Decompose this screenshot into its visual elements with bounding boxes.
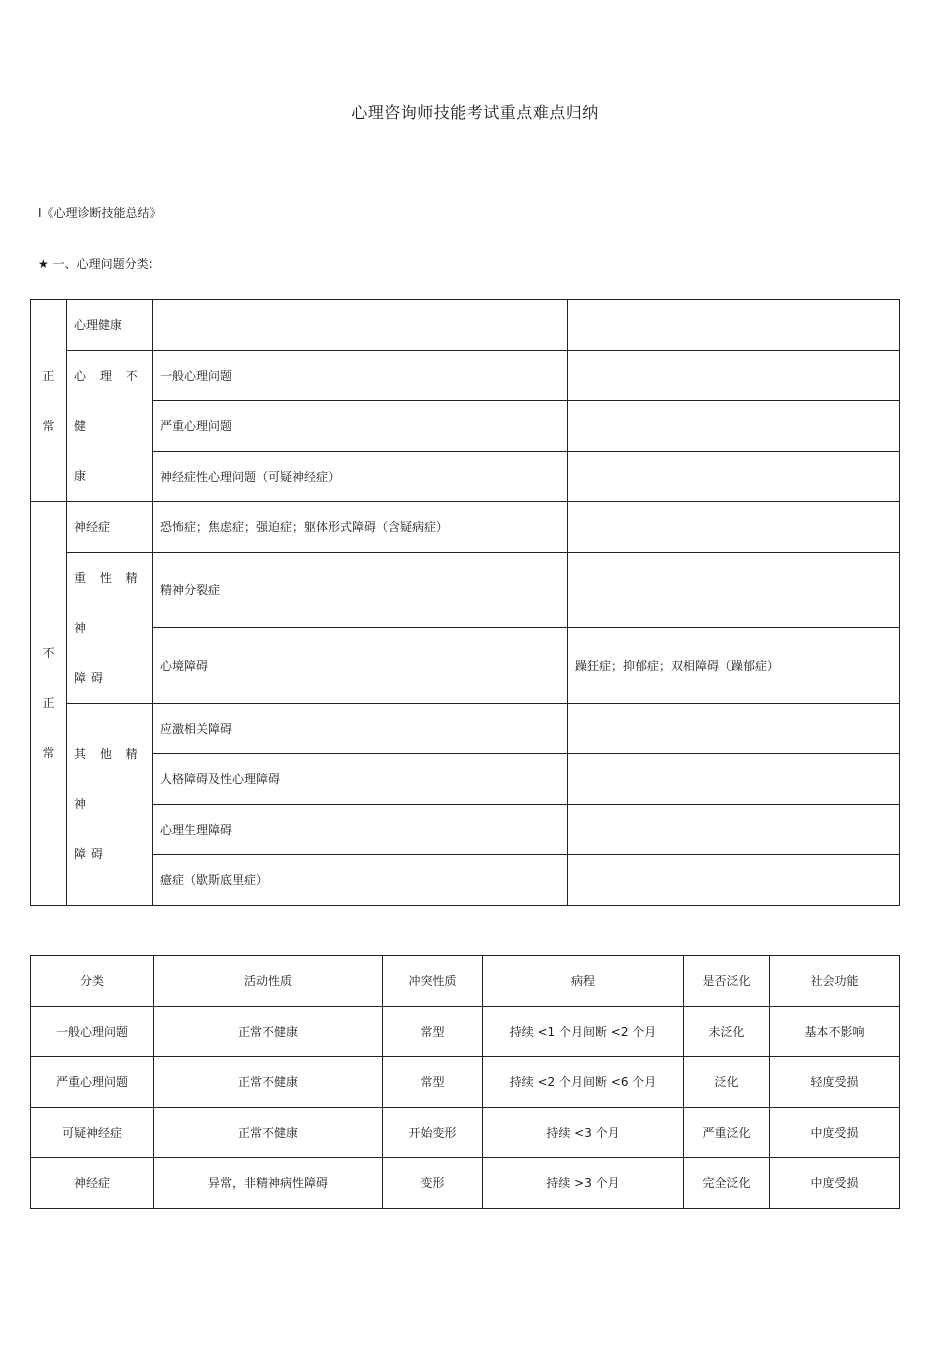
psychophysio-cell: 心理生理障碍 <box>153 804 568 855</box>
table-row <box>31 1107 900 1158</box>
neurosis-cell: 神经症 <box>67 502 153 553</box>
table-cell: 正常不健康 <box>154 1006 383 1057</box>
empty-cell <box>568 350 900 401</box>
table-cell: 一般心理问题 <box>31 1006 154 1057</box>
hysteria-cell: 癔症（歇斯底里症） <box>153 855 568 906</box>
table-cell: 严重泛化 <box>684 1107 770 1158</box>
abnormal-group-cell <box>31 502 67 906</box>
serious-problem-cell: 严重心理问题 <box>153 401 568 452</box>
stress-cell: 应激相关障碍 <box>153 703 568 754</box>
section-heading-classification: ★ 一、心理问题分类: <box>38 257 153 271</box>
general-problem-cell: 一般心理问题 <box>153 350 568 401</box>
section-heading-diagnosis: Ⅰ《心理诊断技能总结》 <box>38 206 162 220</box>
table-row <box>31 1006 900 1057</box>
neurotic-problem-cell: 神经症性心理问题（可疑神经症） <box>153 451 568 502</box>
group-char: 常 <box>42 418 55 433</box>
empty-cell <box>153 300 568 351</box>
document-title: 心理咨询师技能考试重点难点归纳 <box>351 103 599 122</box>
schizophrenia-cell: 精神分裂症 <box>153 552 568 628</box>
table-cell: 常型 <box>383 1006 483 1057</box>
neurosis-detail-cell: 恐怖症；焦虑症；强迫症；躯体形式障碍（含疑病症） <box>153 502 568 553</box>
empty-cell <box>568 804 900 855</box>
cell-line: 障碍 <box>74 847 109 861</box>
group-char: 正 <box>42 368 55 383</box>
normal-group-cell <box>31 300 67 502</box>
table-cell: 持续 >3 个月 <box>483 1158 684 1209</box>
cell-line: 康 <box>74 468 92 483</box>
table-cell: 可疑神经症 <box>31 1107 154 1158</box>
table-cell: 正常不健康 <box>154 1107 383 1158</box>
personality-cell: 人格障碍及性心理障碍 <box>153 754 568 805</box>
group-char: 正 <box>42 696 55 711</box>
severe-mental-cell <box>67 552 153 703</box>
header-row <box>31 956 900 1007</box>
table-cell: 严重心理问题 <box>31 1057 154 1108</box>
table-cell: 持续 <3 个月 <box>483 1107 684 1158</box>
empty-cell <box>568 300 900 351</box>
table-cell: 正常不健康 <box>154 1057 383 1108</box>
cell-line: 心 理 不 健 <box>74 368 143 433</box>
empty-cell <box>568 401 900 452</box>
table-cell: 基本不影响 <box>770 1006 900 1057</box>
header-cell: 活动性质 <box>154 956 383 1007</box>
empty-cell <box>568 754 900 805</box>
table-cell: 常型 <box>383 1057 483 1108</box>
table-cell: 持续 <2 个月间断 <6 个月 <box>483 1057 684 1108</box>
table-cell: 轻度受损 <box>770 1057 900 1108</box>
table-cell: 异常，非精神病性障碍 <box>154 1158 383 1209</box>
empty-cell <box>568 502 900 553</box>
cell-line: 障碍 <box>74 670 109 685</box>
table-cell: 完全泛化 <box>684 1158 770 1209</box>
unhealthy-cell <box>67 350 153 502</box>
table-cell: 未泛化 <box>684 1006 770 1057</box>
group-char: 常 <box>42 746 55 761</box>
comparison-table <box>30 955 900 1209</box>
mood-disorder-cell: 心境障碍 <box>153 628 568 704</box>
header-cell: 社会功能 <box>770 956 900 1007</box>
table-cell: 中度受损 <box>770 1158 900 1209</box>
empty-cell <box>568 552 900 628</box>
cell-line: 重 性 精 神 <box>74 570 143 635</box>
header-cell: 冲突性质 <box>383 956 483 1007</box>
table-cell: 开始变形 <box>383 1107 483 1158</box>
mood-detail-cell: 躁狂症；抑郁症；双相障碍（躁郁症） <box>568 628 900 704</box>
empty-cell <box>568 855 900 906</box>
table-cell: 变形 <box>383 1158 483 1209</box>
mental-health-cell: 心理健康 <box>67 300 153 351</box>
table-cell: 泛化 <box>684 1057 770 1108</box>
table-row <box>31 1158 900 1209</box>
header-cell: 是否泛化 <box>684 956 770 1007</box>
classification-table <box>30 299 900 906</box>
header-cell: 病程 <box>483 956 684 1007</box>
table-cell: 神经症 <box>31 1158 154 1209</box>
header-cell: 分类 <box>31 956 154 1007</box>
table-cell: 中度受损 <box>770 1107 900 1158</box>
group-char: 不 <box>42 646 55 661</box>
other-mental-cell <box>67 703 153 905</box>
cell-line: 其 他 精 神 <box>74 747 143 811</box>
empty-cell <box>568 451 900 502</box>
table-row <box>31 1057 900 1108</box>
empty-cell <box>568 703 900 754</box>
table-cell: 持续 <1 个月间断 <2 个月 <box>483 1006 684 1057</box>
